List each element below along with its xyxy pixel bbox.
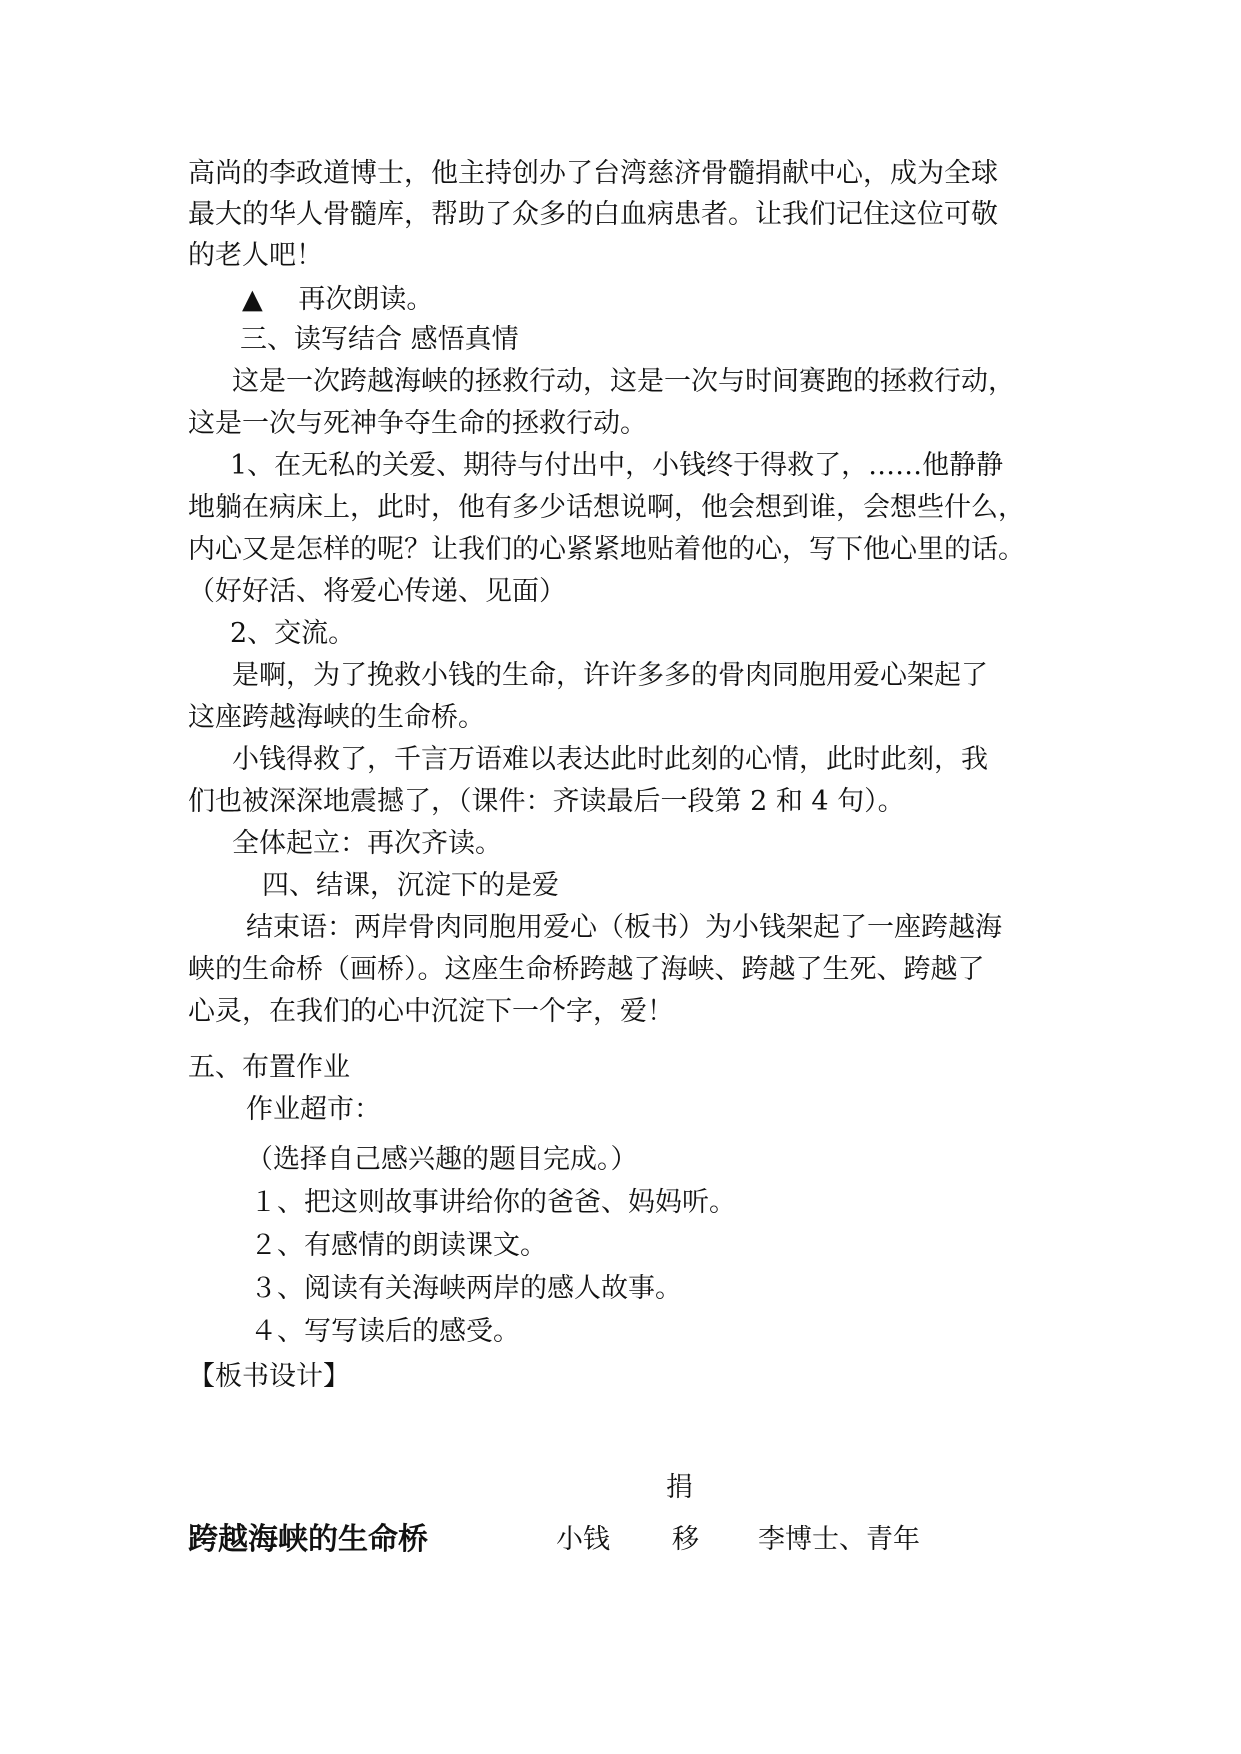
- board-left-word: 小钱: [556, 1524, 610, 1555]
- text-line: 最大的华人骨髓库，帮助了众多的白血病患者。让我们记住这位可敬: [188, 199, 998, 230]
- board-title: 跨越海峡的生命桥: [188, 1522, 428, 1557]
- list-item: ２、有感情的朗读课文。: [250, 1230, 547, 1261]
- text-line: 小钱得救了，千言万语难以表达此时此刻的心情，此时此刻，我: [232, 744, 988, 775]
- text-line: 高尚的李政道博士，他主持创办了台湾慈济骨髓捐献中心，成为全球: [188, 158, 998, 189]
- text-line: 结束语：两岸骨肉同胞用爱心（板书）为小钱架起了一座跨越海: [246, 912, 1002, 943]
- text-line: 这座跨越海峡的生命桥。: [188, 702, 485, 733]
- text-line: 是啊，为了挽救小钱的生命，许许多多的骨肉同胞用爱心架起了: [232, 660, 988, 691]
- text-line: 地躺在病床上，此时，他有多少话想说啊，他会想到谁，会想些什么，: [188, 492, 1025, 523]
- list-item: ３、阅读有关海峡两岸的感人故事。: [250, 1273, 682, 1304]
- list-item: １、把这则故事讲给你的爸爸、妈妈听。: [250, 1187, 736, 1218]
- text-line: ▲ 再次朗读。: [242, 284, 434, 315]
- section-heading: 四、结课，沉淀下的是爱: [262, 870, 559, 901]
- text-line: 的老人吧！: [188, 240, 323, 271]
- text-line: 内心又是怎样的呢？让我们的心紧紧地贴着他的心，写下他心里的话。: [188, 534, 1025, 565]
- text-line: 全体起立：再次齐读。: [232, 828, 502, 859]
- section-heading: 三、读写结合 感悟真情: [240, 324, 519, 355]
- text-line: 心灵，在我们的心中沉淀下一个字，爱！: [188, 996, 674, 1027]
- text-line: 这是一次跨越海峡的拯救行动，这是一次与时间赛跑的拯救行动，: [232, 366, 1015, 397]
- section-heading: 【板书设计】: [188, 1361, 350, 1392]
- text-line: 1、在无私的关爱、期待与付出中，小钱终于得救了，……他静静: [230, 450, 1004, 481]
- text-line: 们也被深深地震撼了，（课件：齐读最后一段第 2 和 4 句）。: [188, 786, 905, 817]
- text-line: 这是一次与死神争夺生命的拯救行动。: [188, 408, 647, 439]
- text-line: （好好活、将爱心传递、见面）: [188, 576, 566, 607]
- text-line: 峡的生命桥（画桥）。这座生命桥跨越了海峡、跨越了生死、跨越了: [188, 954, 985, 985]
- text-line: （选择自己感兴趣的题目完成。）: [246, 1144, 638, 1175]
- text-line: 2、交流。: [230, 618, 356, 649]
- board-right-word: 李博士、青年: [758, 1524, 920, 1555]
- board-middle-word: 移: [672, 1524, 699, 1555]
- section-heading: 五、布置作业: [188, 1052, 350, 1083]
- board-top-word: 捐: [666, 1472, 693, 1503]
- text-line: 作业超市：: [246, 1094, 381, 1125]
- list-item: ４、写写读后的感受。: [250, 1316, 520, 1347]
